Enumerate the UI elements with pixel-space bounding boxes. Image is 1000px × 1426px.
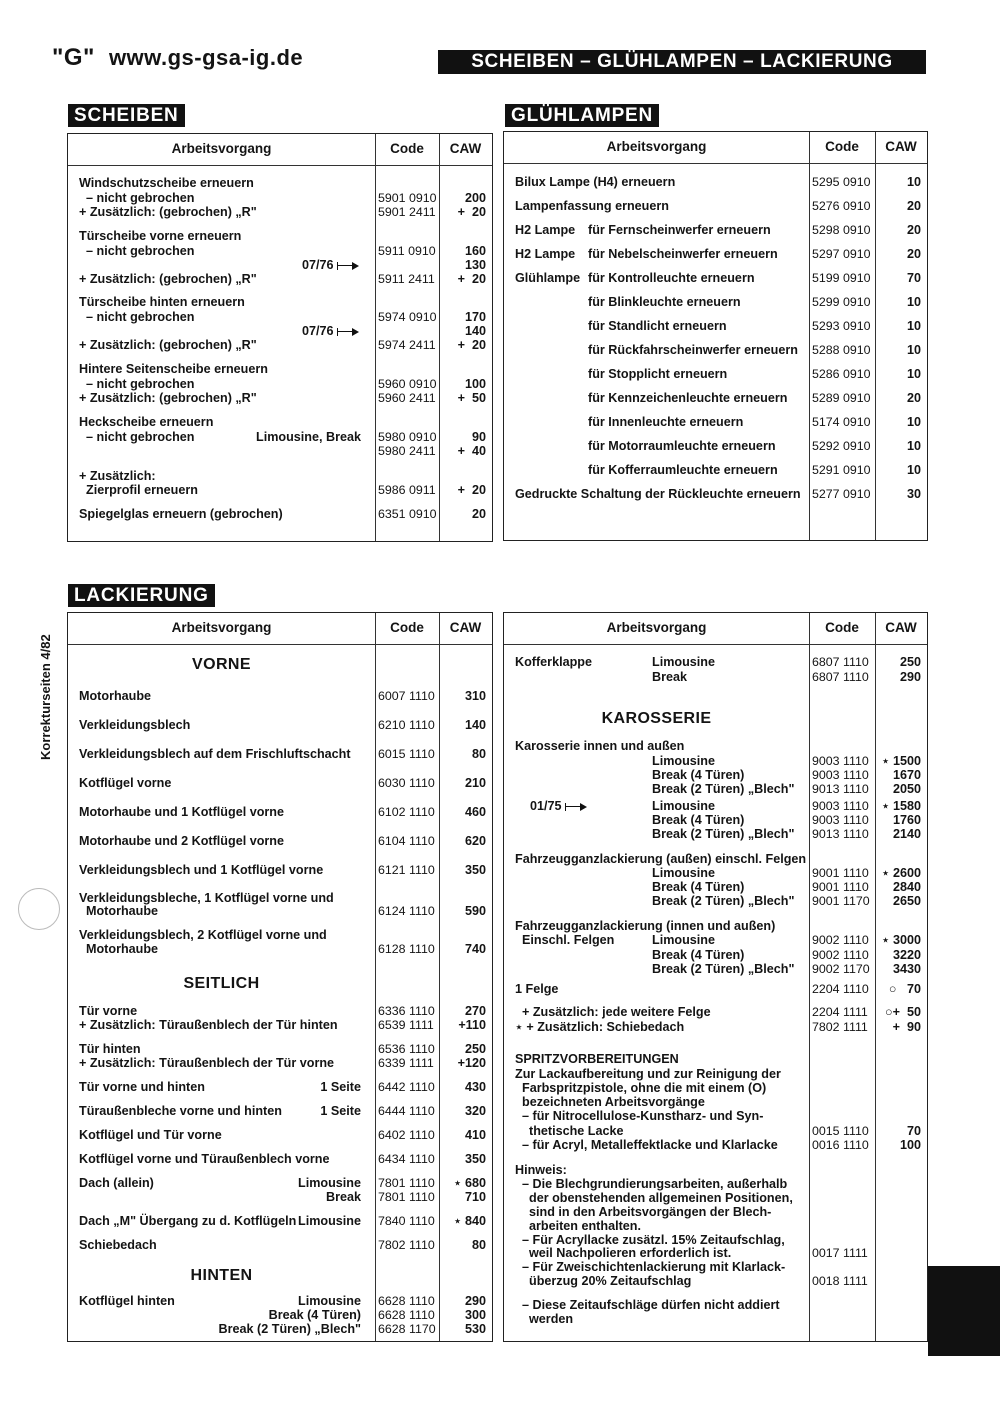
row-code: 9003 1110: [812, 813, 869, 827]
arrow-right-icon: [337, 328, 359, 336]
col-header-code: Code: [390, 141, 424, 156]
row-caw: ⋆ 2600: [881, 866, 921, 880]
row-caw: ⋆ 840: [453, 1214, 486, 1228]
row-label: Bilux Lampe (H4) erneuern: [515, 175, 676, 189]
row-label: + Zusätzlich:: [79, 469, 156, 483]
row-caw: 2140: [892, 827, 921, 841]
row-label: Zur Lackaufbereitung und zur Reinigung der: [515, 1067, 781, 1081]
row-caw: 70: [906, 1124, 921, 1138]
row-code: 0017 1111: [812, 1246, 868, 1260]
row-code: 6124 1110: [378, 904, 435, 918]
row-label: + Zusätzlich: Türaußenblech der Tür vorne: [79, 1056, 335, 1070]
col-header-op: Arbeitsvorgang: [606, 139, 707, 154]
row-caw: ⋆ 1580: [881, 799, 921, 813]
row-caw: 460: [464, 805, 486, 819]
row-code: 6128 1110: [378, 942, 435, 956]
row-code: 7801 1110: [378, 1190, 435, 1204]
row-code: 5980 0910: [378, 430, 437, 444]
row-caw: + 90: [892, 1020, 921, 1034]
row-caw: 140: [464, 324, 486, 338]
row-sublabel: Limousine: [652, 655, 715, 669]
row-code: 5292 0910: [812, 439, 871, 453]
row-sublabel: Break (2 Türen) „Blech": [652, 894, 795, 908]
column-divider: [875, 613, 876, 1341]
row-code: 0018 1111: [812, 1274, 868, 1288]
row-code: 6351 0910: [378, 507, 437, 521]
row-label: Motorhaube und 1 Kotflügel vorne: [79, 805, 284, 819]
row-caw: 250: [899, 655, 921, 669]
row-caw: 140: [464, 718, 486, 732]
row-code: 5291 0910: [812, 463, 871, 477]
col-header-caw: CAW: [885, 139, 917, 154]
row-sublabel: Limousine: [298, 1176, 361, 1190]
row-code: 9003 1110: [812, 768, 869, 782]
row-caw: 10: [906, 295, 921, 309]
row-caw: + 20: [457, 483, 486, 497]
col-header-code: Code: [825, 620, 859, 635]
row-sublabel: für Fernscheinwerfer erneuern: [588, 223, 771, 237]
row-label: Fahrzeugganzlackierung (außen) einschl. Felgen: [515, 852, 807, 866]
row-label: + Zusätzlich: (gebrochen) „R": [79, 391, 257, 405]
row-caw: 270: [464, 1004, 486, 1018]
header-letter: "G": [52, 44, 95, 71]
row-label: – Die Blechgrundierungsarbeiten, außerhalb: [515, 1177, 788, 1191]
row-label: + Zusätzlich: (gebrochen) „R": [79, 338, 257, 352]
row-code: 6339 1111: [378, 1056, 434, 1070]
row-caw: 200: [464, 191, 486, 205]
row-code: 7802 1111: [812, 1020, 868, 1034]
row-caw: 1760: [892, 813, 921, 827]
row-code: 5276 0910: [812, 199, 871, 213]
row-sublabel: Limousine: [298, 1214, 361, 1228]
header-divider: [504, 163, 927, 164]
row-caw: 620: [464, 834, 486, 848]
row-sublabel: für Innenleuchte erneuern: [588, 415, 744, 429]
row-caw: 10: [906, 463, 921, 477]
row-sublabel: Break (4 Türen): [652, 948, 745, 962]
row-caw: 350: [464, 1152, 486, 1166]
row-label: arbeiten enthalten.: [515, 1219, 641, 1233]
row-code: 9013 1110: [812, 827, 869, 841]
gluehlampen-table: [503, 131, 928, 541]
row-code: 5974 0910: [378, 310, 437, 324]
date-marker: [302, 324, 359, 338]
row-caw: 350: [464, 863, 486, 877]
row-label: Türaußenbleche vorne und hinten: [79, 1104, 282, 1118]
row-code: 6030 1110: [378, 776, 435, 790]
row-label: Hinweis:: [515, 1163, 567, 1177]
row-label: Glühlampe: [515, 271, 581, 285]
row-code: 5298 0910: [812, 223, 871, 237]
row-label: bezeichneten Arbeitsvorgänge: [515, 1095, 705, 1109]
row-label: – nicht gebrochen: [79, 191, 195, 205]
row-label: Motorhaube: [79, 942, 159, 956]
row-label: Tür vorne und hinten: [79, 1080, 205, 1094]
column-divider: [875, 132, 876, 540]
scheiben-table: [67, 133, 493, 542]
row-caw: ⋆ 3000: [881, 933, 921, 947]
row-code: 9003 1110: [812, 754, 869, 768]
row-label: überzug 20% Zeitaufschlag: [515, 1274, 692, 1288]
row-sublabel: für Standlicht erneuern: [588, 319, 727, 333]
row-label: Dach „M" Übergang zu d. Kotflügeln: [79, 1214, 297, 1228]
row-sublabel: für Kofferraumleuchte erneuern: [588, 463, 778, 477]
column-divider: [375, 134, 376, 541]
row-label: – Diese Zeitaufschläge dürfen nicht addiert: [515, 1298, 780, 1312]
row-label: – für Acryl, Metalleffektlacke und Klarlacke: [515, 1138, 778, 1152]
row-code: 9001 1110: [812, 866, 869, 880]
section-title-gluehlampen: GLÜHLAMPEN: [505, 104, 659, 127]
row-code: 7801 1110: [378, 1176, 435, 1190]
row-caw: +120: [457, 1056, 486, 1070]
row-caw: 10: [906, 175, 921, 189]
row-label: Tür vorne: [79, 1004, 138, 1018]
row-caw: 410: [464, 1128, 486, 1142]
punch-hole: [18, 888, 60, 930]
row-caw: 20: [471, 507, 486, 521]
column-divider: [809, 132, 810, 540]
row-code: 5911 0910: [378, 244, 436, 258]
arrow-right-icon: [565, 803, 587, 811]
row-caw: 3220: [892, 948, 921, 962]
row-caw: 710: [464, 1190, 486, 1204]
row-caw: +110: [458, 1018, 486, 1032]
row-code: 0015 1110: [812, 1124, 869, 1138]
column-divider: [809, 613, 810, 1341]
row-caw: 100: [464, 377, 486, 391]
row-code: 6210 1110: [378, 718, 435, 732]
row-code: 5986 0911: [378, 483, 436, 497]
row-label: – nicht gebrochen: [79, 244, 195, 258]
row-sublabel: für Blinkleuchte erneuern: [588, 295, 741, 309]
col-header-op: Arbeitsvorgang: [171, 620, 272, 635]
row-sublabel: für Nebelscheinwerfer erneuern: [588, 247, 778, 261]
row-sublabel: Break (4 Türen): [652, 813, 745, 827]
row-label: Kotflügel und Tür vorne: [79, 1128, 222, 1142]
row-code: 5174 0910: [812, 415, 871, 429]
row-caw: 130: [464, 258, 486, 272]
row-code: 2204 1111: [812, 1005, 868, 1019]
row-code: 5297 0910: [812, 247, 871, 261]
col-header-op: Arbeitsvorgang: [171, 141, 272, 156]
row-code: 6539 1111: [378, 1018, 434, 1032]
row-caw: 20: [906, 199, 921, 213]
row-sublabel: Limousine, Break: [256, 430, 361, 444]
row-label: Spiegelglas erneuern (gebrochen): [79, 507, 283, 521]
row-caw: 10: [906, 367, 921, 381]
row-code: 6536 1110: [378, 1042, 435, 1056]
row-label: Lampenfassung erneuern: [515, 199, 669, 213]
row-code: 6015 1110: [378, 747, 435, 761]
row-label: der obenstehenden allgemeinen Positionen,: [515, 1191, 793, 1205]
row-sublabel: 1 Seite: [320, 1080, 361, 1094]
row-label: Kotflügel vorne und Türaußenblech vorne: [79, 1152, 330, 1166]
row-code: 6628 1170: [378, 1322, 436, 1336]
row-label: Verkleidungsbleche, 1 Kotflügel vorne und: [79, 891, 334, 905]
row-label: Hintere Seitenscheibe erneuern: [79, 362, 268, 376]
row-label: + Zusätzlich: (gebrochen) „R": [79, 205, 257, 219]
row-code: 5295 0910: [812, 175, 871, 189]
row-code: 6434 1110: [378, 1152, 435, 1166]
row-code: 9002 1110: [812, 948, 869, 962]
row-label: – für Nitrocellulose-Kunstharz- und Syn-: [515, 1109, 764, 1123]
row-label: thetische Lacke: [515, 1124, 624, 1138]
row-caw: 90: [471, 430, 486, 444]
row-code: 5286 0910: [812, 367, 871, 381]
col-header-op: Arbeitsvorgang: [606, 620, 707, 635]
column-divider: [375, 613, 376, 1341]
row-label: + Zusätzlich: jede weitere Felge: [515, 1005, 711, 1019]
emphasis: nicht: [703, 1298, 735, 1312]
row-caw: + 50: [457, 391, 486, 405]
row-code: 6336 1110: [378, 1004, 435, 1018]
row-label: + Zusätzlich: (gebrochen) „R": [79, 272, 257, 286]
row-label: Heckscheibe erneuern: [79, 415, 214, 429]
row-sublabel: Break (2 Türen) „Blech": [652, 962, 795, 976]
header-url[interactable]: www.gs-gsa-ig.de: [108, 45, 304, 70]
row-caw: 10: [906, 415, 921, 429]
row-caw: ○+ 50: [885, 1005, 921, 1019]
row-sublabel: Limousine: [652, 933, 715, 947]
row-sublabel: für Rückfahrscheinwerfer erneuern: [588, 343, 798, 357]
row-label: sind in den Arbeitsvorgängen der Blech-: [515, 1205, 772, 1219]
row-code: 5960 2411: [378, 391, 436, 405]
row-caw: 530: [464, 1322, 486, 1336]
row-code: 5974 2411: [378, 338, 436, 352]
row-label: – Für Zweischichtenlackierung mit Klarlack-: [515, 1260, 786, 1274]
row-caw: 310: [464, 689, 486, 703]
col-header-caw: CAW: [449, 141, 482, 156]
row-code: 5288 0910: [812, 343, 871, 357]
row-sublabel: für Kennzeichenleuchte erneuern: [588, 391, 788, 405]
row-caw: 250: [464, 1042, 486, 1056]
row-caw: + 20: [457, 272, 486, 286]
date-label: 01/75: [530, 799, 562, 813]
row-sublabel: Break (4 Türen): [652, 768, 745, 782]
row-caw: 740: [464, 942, 486, 956]
page-edge-tab: [928, 1266, 1000, 1356]
row-label: Verkleidungsblech und 1 Kotflügel vorne: [79, 863, 324, 877]
arrow-right-icon: [337, 262, 359, 270]
section-title-scheiben: SCHEIBEN: [68, 104, 185, 127]
row-code: 5901 2411: [378, 205, 436, 219]
subsection-heading: KAROSSERIE: [601, 710, 712, 727]
row-caw: + 20: [457, 338, 486, 352]
row-caw: 10: [906, 439, 921, 453]
row-label: H2 Lampe: [515, 223, 576, 237]
row-label: – Für Acryllacke zusätzl. 15% Zeitaufschlag,: [515, 1233, 785, 1247]
row-caw: 20: [906, 391, 921, 405]
row-label: – nicht gebrochen: [79, 377, 195, 391]
side-note: Korrekturseiten 4/82: [38, 634, 53, 760]
row-label: weil Nachpolieren erforderlich ist.: [515, 1246, 732, 1260]
row-label: – nicht gebrochen: [79, 430, 195, 444]
row-label: Tür hinten: [79, 1042, 141, 1056]
col-header-code: Code: [825, 139, 859, 154]
row-label: Türscheibe vorne erneuern: [79, 229, 242, 243]
row-sublabel: für Stopplicht erneuern: [588, 367, 728, 381]
row-label: Dach (allein): [79, 1176, 154, 1190]
date-label: 07/76: [302, 258, 334, 272]
row-caw: 10: [906, 319, 921, 333]
row-code: 6007 1110: [378, 689, 435, 703]
date-marker: [302, 258, 359, 272]
row-caw: 170: [464, 310, 486, 324]
row-caw: ⋆ 1500: [881, 754, 921, 768]
row-caw: 80: [471, 1238, 486, 1252]
row-code: 5960 0910: [378, 377, 437, 391]
row-label: Kotflügel vorne: [79, 776, 172, 790]
row-label: Motorhaube und 2 Kotflügel vorne: [79, 834, 284, 848]
row-label: Fahrzeugganzlackierung (innen und außen): [515, 919, 776, 933]
row-caw: 430: [464, 1080, 486, 1094]
row-code: 5980 2411: [378, 444, 436, 458]
row-code: 9001 1110: [812, 880, 869, 894]
header-divider: [68, 644, 492, 645]
row-code: 9002 1170: [812, 962, 870, 976]
row-caw: 2050: [892, 782, 921, 796]
row-code: 9003 1110: [812, 799, 869, 813]
row-code: 6628 1110: [378, 1308, 435, 1322]
row-label: Zierprofil erneuern: [79, 483, 198, 497]
row-code: 6102 1110: [378, 805, 435, 819]
row-caw: 320: [464, 1104, 486, 1118]
row-caw: 20: [906, 223, 921, 237]
section-title-lackierung: LACKIERUNG: [68, 584, 215, 607]
date-marker: [530, 799, 587, 813]
row-label: Windschutzscheibe erneuern: [79, 176, 254, 190]
row-code: 6402 1110: [378, 1128, 435, 1142]
row-code: 6807 1110: [812, 655, 869, 669]
row-label: Einschl. Felgen: [515, 933, 615, 947]
row-caw: 2650: [892, 894, 921, 908]
subsection-heading: VORNE: [192, 656, 251, 673]
row-label: + Zusätzlich: Türaußenblech der Tür hinten: [79, 1018, 338, 1032]
row-label: ⋆ + Zusätzlich: Schiebedach: [515, 1020, 685, 1034]
header-divider: [68, 165, 492, 166]
row-caw: 590: [464, 904, 486, 918]
row-sublabel: Limousine: [652, 754, 715, 768]
row-label: Farbspritzpistole, ohne die mit einem (O): [515, 1081, 767, 1095]
row-caw: 1670: [892, 768, 921, 782]
row-caw: 10: [906, 343, 921, 357]
row-code: 5901 0910: [378, 191, 437, 205]
row-label: Motorhaube: [79, 689, 152, 703]
row-label: Kofferklappe: [515, 655, 592, 669]
row-code: 5299 0910: [812, 295, 871, 309]
row-sublabel: Break (2 Türen) „Blech": [652, 827, 795, 841]
page-header: [52, 44, 303, 72]
row-caw: 2840: [892, 880, 921, 894]
row-code: 9013 1110: [812, 782, 869, 796]
row-code: 6121 1110: [378, 863, 435, 877]
row-sublabel: Break (2 Türen) „Blech": [652, 782, 795, 796]
row-code: 5289 0910: [812, 391, 871, 405]
row-caw: 100: [899, 1138, 921, 1152]
row-label: Verkleidungsblech, 2 Kotflügel vorne und: [79, 928, 327, 942]
row-caw: 30: [906, 487, 921, 501]
row-sublabel: Limousine: [298, 1294, 361, 1308]
row-sublabel: für Motorraumleuchte erneuern: [588, 439, 776, 453]
col-header-code: Code: [390, 620, 424, 635]
row-caw: + 20: [457, 205, 486, 219]
row-label: Schiebedach: [79, 1238, 157, 1252]
row-code: 0016 1110: [812, 1138, 869, 1152]
row-caw: ○ 70: [888, 982, 921, 996]
row-label: Verkleidungsblech auf dem Frischluftschacht: [79, 747, 351, 761]
lackierung-left-table: [67, 612, 493, 1342]
row-caw: 210: [464, 776, 486, 790]
row-label: Türscheibe hinten erneuern: [79, 295, 245, 309]
row-caw: 70: [906, 271, 921, 285]
row-sublabel: Limousine: [652, 866, 715, 880]
col-header-caw: CAW: [885, 620, 917, 635]
row-label: Karosserie innen und außen: [515, 739, 685, 753]
row-code: 6444 1110: [378, 1104, 435, 1118]
row-sublabel: Break (4 Türen): [268, 1308, 361, 1322]
row-sublabel: Break: [325, 1190, 361, 1204]
row-sublabel: Limousine: [652, 799, 715, 813]
subsection-heading: HINTEN: [190, 1267, 253, 1284]
header-divider: [504, 644, 927, 645]
row-label: H2 Lampe: [515, 247, 576, 261]
row-sublabel: Break (2 Türen) „Blech": [218, 1322, 361, 1336]
row-code: 6104 1110: [378, 834, 435, 848]
row-label: 1 Felge: [515, 982, 559, 996]
row-code: 9001 1170: [812, 894, 870, 908]
row-caw: 290: [899, 670, 921, 684]
row-code: 5911 2411: [378, 272, 435, 286]
page-title: SCHEIBEN – GLÜHLAMPEN – LACKIERUNG: [438, 50, 926, 74]
lackierung-right-table: [503, 612, 928, 1342]
row-caw: 160: [464, 244, 486, 258]
row-label: SPRITZVORBEREITUNGEN: [515, 1052, 679, 1066]
subsection-heading: SEITLICH: [183, 975, 260, 992]
row-code: 9002 1110: [812, 933, 869, 947]
row-caw: 80: [471, 747, 486, 761]
row-code: 5199 0910: [812, 271, 871, 285]
row-caw: 20: [906, 247, 921, 261]
row-caw: 290: [464, 1294, 486, 1308]
row-code: 2204 1110: [812, 982, 869, 996]
row-code: 7802 1110: [378, 1238, 435, 1252]
row-code: 5293 0910: [812, 319, 871, 333]
row-code: 6807 1110: [812, 670, 869, 684]
row-label: Gedruckte Schaltung der Rückleuchte erneuern: [515, 487, 801, 501]
row-label: Verkleidungsblech: [79, 718, 191, 732]
row-sublabel: für Kontrolleuchte erneuern: [588, 271, 755, 285]
row-label: Motorhaube: [79, 904, 159, 918]
row-code: 6628 1110: [378, 1294, 435, 1308]
row-sublabel: Break (4 Türen): [652, 880, 745, 894]
row-code: 5277 0910: [812, 487, 871, 501]
row-label: Kotflügel hinten: [79, 1294, 175, 1308]
row-label: – nicht gebrochen: [79, 310, 195, 324]
row-code: 7840 1110: [378, 1214, 435, 1228]
row-caw: ⋆ 680: [453, 1176, 486, 1190]
row-caw: 300: [464, 1308, 486, 1322]
row-caw: 3430: [892, 962, 921, 976]
row-caw: + 40: [457, 444, 486, 458]
row-sublabel: 1 Seite: [320, 1104, 361, 1118]
row-sublabel: Break: [652, 670, 688, 684]
row-code: 6442 1110: [378, 1080, 435, 1094]
row-label: werden: [515, 1312, 574, 1326]
date-label: 07/76: [302, 324, 334, 338]
col-header-caw: CAW: [449, 620, 482, 635]
